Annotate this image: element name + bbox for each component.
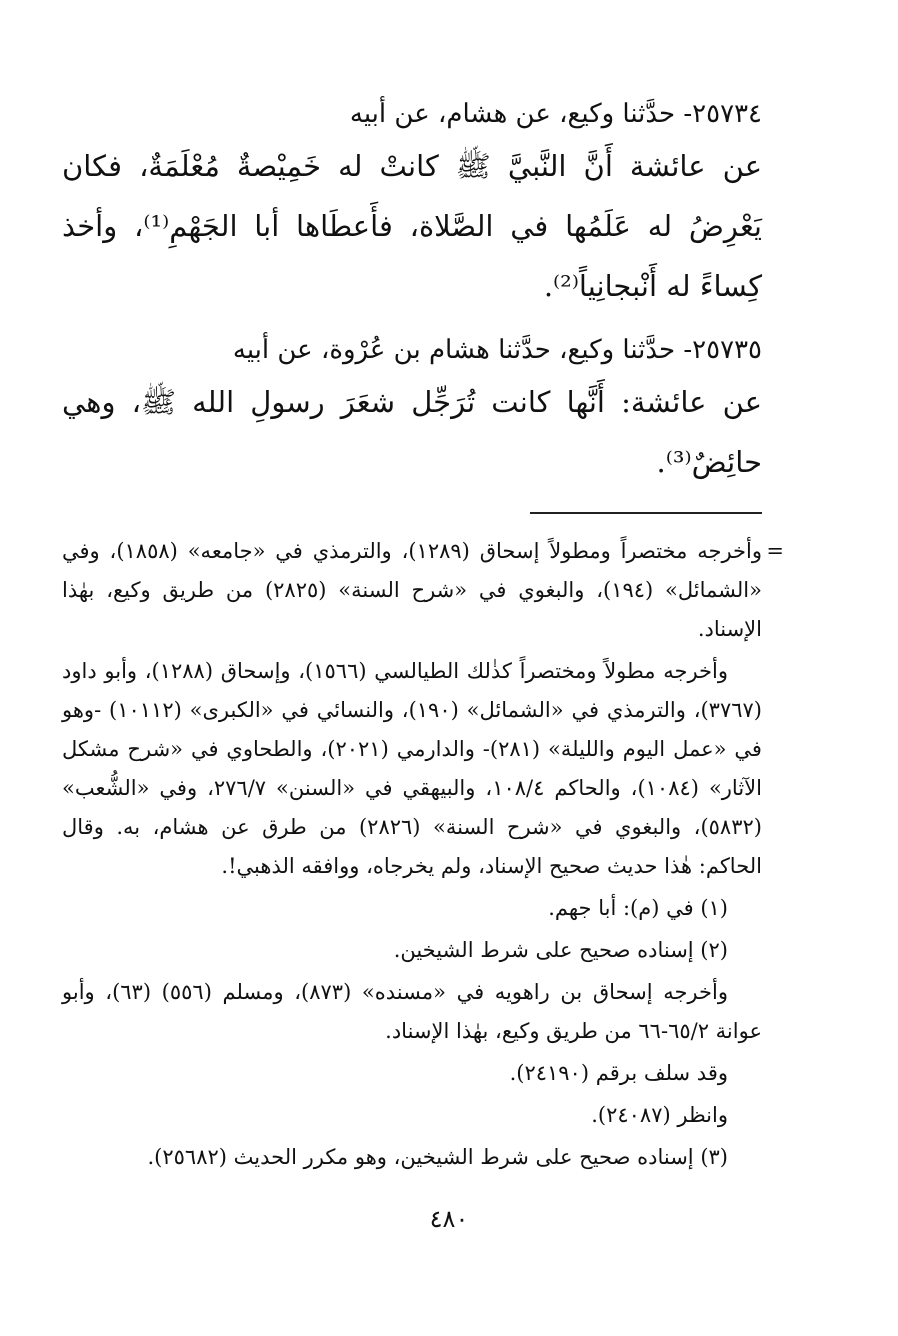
footnote-text: وأخرجه مختصراً ومطولاً إسحاق (١٢٨٩)، والترمذي في «جامعه» (١٨٥٨)، وفي «الشمائل» (١٩٤)، والبغوي في «شرح السنة» (٢٨٢٥) من طريق وكيع، بهٰذا الإسناد. xyxy=(62,539,762,641)
hadith-text: عن عائشة: أَنَّها كانت تُرَجِّل شعَرَ رسولِ الله ﷺ، وهي حائِضٌ⁽³⁾. xyxy=(62,385,762,479)
hadith-25734 xyxy=(62,92,762,316)
hadith-header: ٢٥٧٣٤- حدَّثنا وكيع، عن هشام، عن أبيه xyxy=(349,99,762,129)
hadith-text: عن عائشة أَنَّ النَّبيَّ ﷺ كانتْ له خَمِيْصةٌ مُعْلَمَةٌ، فكان يَعْرِضُ له عَلَمُها في الصَّلاة، فأَعطَاها أبا الجَهْمِ⁽¹⁾، وأخذ كِساءً له أَنْبجانِياً⁽²⁾. xyxy=(62,149,762,303)
footnote-paragraph: وأخرجه مطولاً ومختصراً كذٰلك الطيالسي (١٥٦٦)، وإسحاق (١٢٨٨)، وأبو داود (٣٧٦٧)، والترمذي في «الشمائل» (١٩٠)، والنسائي في «الكبرى» (١٠١١٢) -وهو في «عمل اليوم والليلة» (٢٨١)- والدارمي (٢٠٢١)، والطحاوي في «شرح مشكل الآثار» (١٠٨٤)، والحاكم ١٠٨/٤، والبيهقي في «السنن» ٢٧٦/٧، وفي «الشُّعب» (٥٨٣٢)، والبغوي في «شرح السنة» (٢٨٢٦) من طرق عن هشام، به. وقال الحاكم: هٰذا حديث صحيح الإسناد، ولم يخرجاه، ووافقه الذهبي!. xyxy=(62,659,762,878)
footnote-paragraph: (٢) إسناده صحيح على شرط الشيخين. xyxy=(393,938,728,962)
footnote-paragraph: (١) في (م): أبا جهم. xyxy=(548,896,728,920)
footnote-paragraph: وأخرجه إسحاق بن راهويه في «مسنده» (٨٧٣)، ومسلم (٥٥٦) (٦٣)، وأبو عوانة ٦٥/٢-٦٦ من طريق وكيع، بهٰذا الإسناد. xyxy=(62,980,762,1043)
footnote-divider xyxy=(530,512,762,514)
hadith-header: ٢٥٧٣٥- حدَّثنا وكيع، حدَّثنا هشام بن عُرْوة، عن أبيه xyxy=(232,335,762,365)
hadith-25735 xyxy=(62,328,762,492)
page-number: ٤٨٠ xyxy=(429,1205,469,1233)
footnote-paragraph: (٣) إسناده صحيح على شرط الشيخين، وهو مكرر الحديث (٢٥٦٨٢). xyxy=(147,1145,728,1169)
page-content xyxy=(62,92,784,1180)
continuation-mark: = xyxy=(766,539,784,563)
footnote-paragraph: وانظر (٢٤٠٨٧). xyxy=(591,1103,728,1127)
footnotes xyxy=(62,532,784,1177)
footnote-paragraph: وقد سلف برقم (٢٤١٩٠). xyxy=(509,1061,728,1085)
footnote-paragraph xyxy=(62,532,784,649)
